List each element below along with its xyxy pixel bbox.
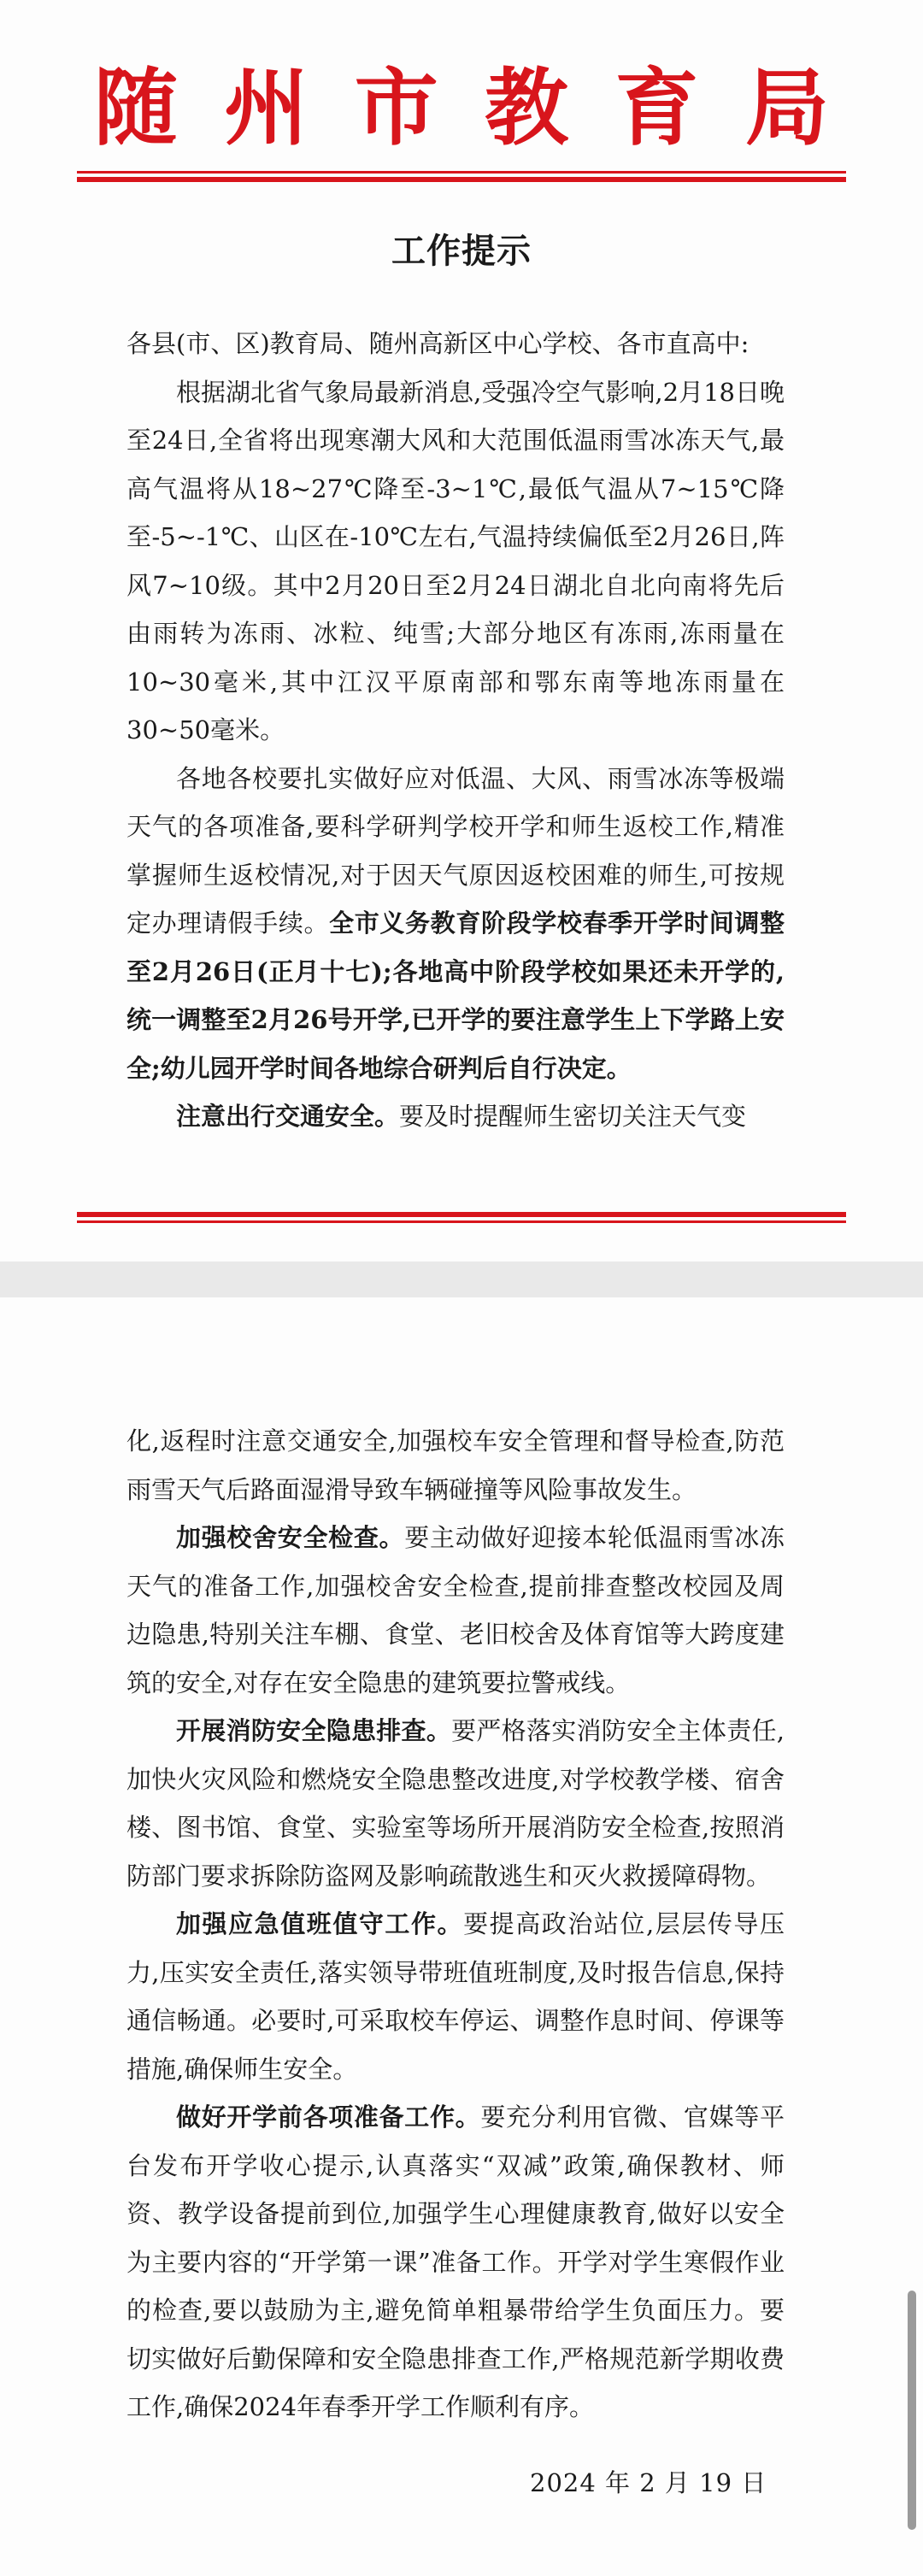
masthead-char: 州	[224, 59, 309, 157]
paragraph-school-opening	[126, 755, 785, 1093]
paragraph-text: 要及时提醒师生密切关注天气变	[399, 1102, 747, 1131]
paragraph-continued: 化,返程时注意交通安全,加强校车安全管理和督导检查,防范雨雪天气后路面湿滑导致车辆碰撞等风险事故发生。	[126, 1426, 785, 1504]
paragraph-building-safety	[126, 1514, 785, 1707]
masthead-char: 市	[354, 59, 438, 157]
footer-red-rule-thin	[77, 1220, 846, 1223]
paragraph-preparation	[126, 2093, 785, 2432]
section-heading: 开展消防安全隐患排查。	[176, 1716, 452, 1745]
section-heading: 加强应急值班值守工作。	[176, 1909, 464, 1938]
paragraph-emergency-duty	[126, 1900, 785, 2093]
section-heading: 注意出行交通安全。	[176, 1102, 400, 1131]
page2-body	[126, 1417, 785, 2432]
paragraph-text: 各地各校要扎实做好应对低温、大风、雨雪冰冻等极端天气的各项准备,要科学研判学校开学和师生返校工作,精准掌握师生返校情况,对于因天气原因返校困难的师生,可按规定办理请假手续。	[126, 763, 785, 938]
section-heading: 做好开学前各项准备工作。	[176, 2103, 481, 2132]
document-title: 工作提示	[391, 231, 532, 271]
page-separator	[0, 1262, 923, 1297]
paragraph-text: 要主动做好迎接本轮低温雨雪冰冻天气的准备工作,加强校舍安全检查,提前排查整改校园及周边隐患,特别关注车棚、食堂、老旧校舍及体育馆等大跨度建筑的安全,对存在安全隐患的建筑要拉警戒线。	[126, 1523, 785, 1697]
paragraph-emphasis: 全市义务教育阶段学校春季开学时间调整至2月26日(正月十七);各地高中阶段学校如果还未开学的,统一调整至2月26号开学,已开学的要注意学生上下学路上安全;幼儿园开学时间各地综合研判后自行决定。	[126, 909, 785, 1083]
masthead-char: 育	[614, 59, 699, 157]
document-page-1	[0, 0, 923, 1262]
paragraph-fire-safety	[126, 1707, 785, 1900]
page1-body	[126, 320, 785, 1141]
footer-red-rule-thick	[77, 1212, 846, 1217]
scrollbar-thumb[interactable]	[908, 2291, 916, 2530]
header-red-rule-thick	[77, 177, 846, 182]
paragraph-traffic-safety	[126, 1092, 785, 1141]
masthead-org-name	[85, 44, 838, 173]
section-heading: 加强校舍安全检查。	[176, 1523, 405, 1552]
masthead-char: 局	[744, 59, 829, 157]
header-red-rule-thin	[77, 171, 846, 173]
paragraph-text: 要严格落实消防安全主体责任,加快火灾风险和燃烧安全隐患整改进度,对学校教学楼、宿舍楼、图书馆、食堂、实验室等场所开展消防安全检查,按照消防部门要求拆除防盗网及影响疏散逃生和灭火救援障碍物。	[126, 1716, 785, 1891]
masthead-char: 教	[485, 59, 569, 157]
paragraph-text: 要充分利用官微、官媒等平台发布开学收心提示,认真落实“双减”政策,确保教材、师资、教学设备提前到位,加强学生心理健康教育,做好以安全为主要内容的“开学第一课”准备工作。开学对学生寒假作业的检查,要以鼓励为主,避免简单粗暴带给学生负面压力。要切实做好后勤保障和安全隐患排查工作,严格规范新学期收费工作,确保2024年春季开学工作顺利有序。	[126, 2103, 785, 2421]
masthead-char: 随	[93, 59, 178, 157]
paragraph-text: 要提高政治站位,层层传导压力,压实安全责任,落实领导带班值班制度,及时报告信息,保持通信畅通。必要时,可采取校车停运、调整作息时间、停课等措施,确保师生安全。	[126, 1909, 785, 2084]
salutation: 各县(市、区)教育局、随州高新区中心学校、各市直高中:	[126, 329, 750, 358]
document-date: 2024 年 2 月 19 日	[530, 2468, 767, 2497]
document-page-2	[0, 1297, 923, 2576]
paragraph-weather: 根据湖北省气象局最新消息,受强冷空气影响,2月18日晚至24日,全省将出现寒潮大风和大范围低温雨雪冰冻天气,最高气温将从18~27℃降至-3~1℃,最低气温从7~15℃降至-5~-1℃、山区在-10℃左右,气温持续偏低至2月26日,阵风7~10级。其中2月20日至2月24日湖北自北向南将先后由雨转为冻雨、冰粒、纯雪;大部分地区有冻雨,冻雨量在10~30毫米,其中江汉平原南部和鄂东南等地冻雨量在30~50毫米。	[126, 377, 785, 744]
